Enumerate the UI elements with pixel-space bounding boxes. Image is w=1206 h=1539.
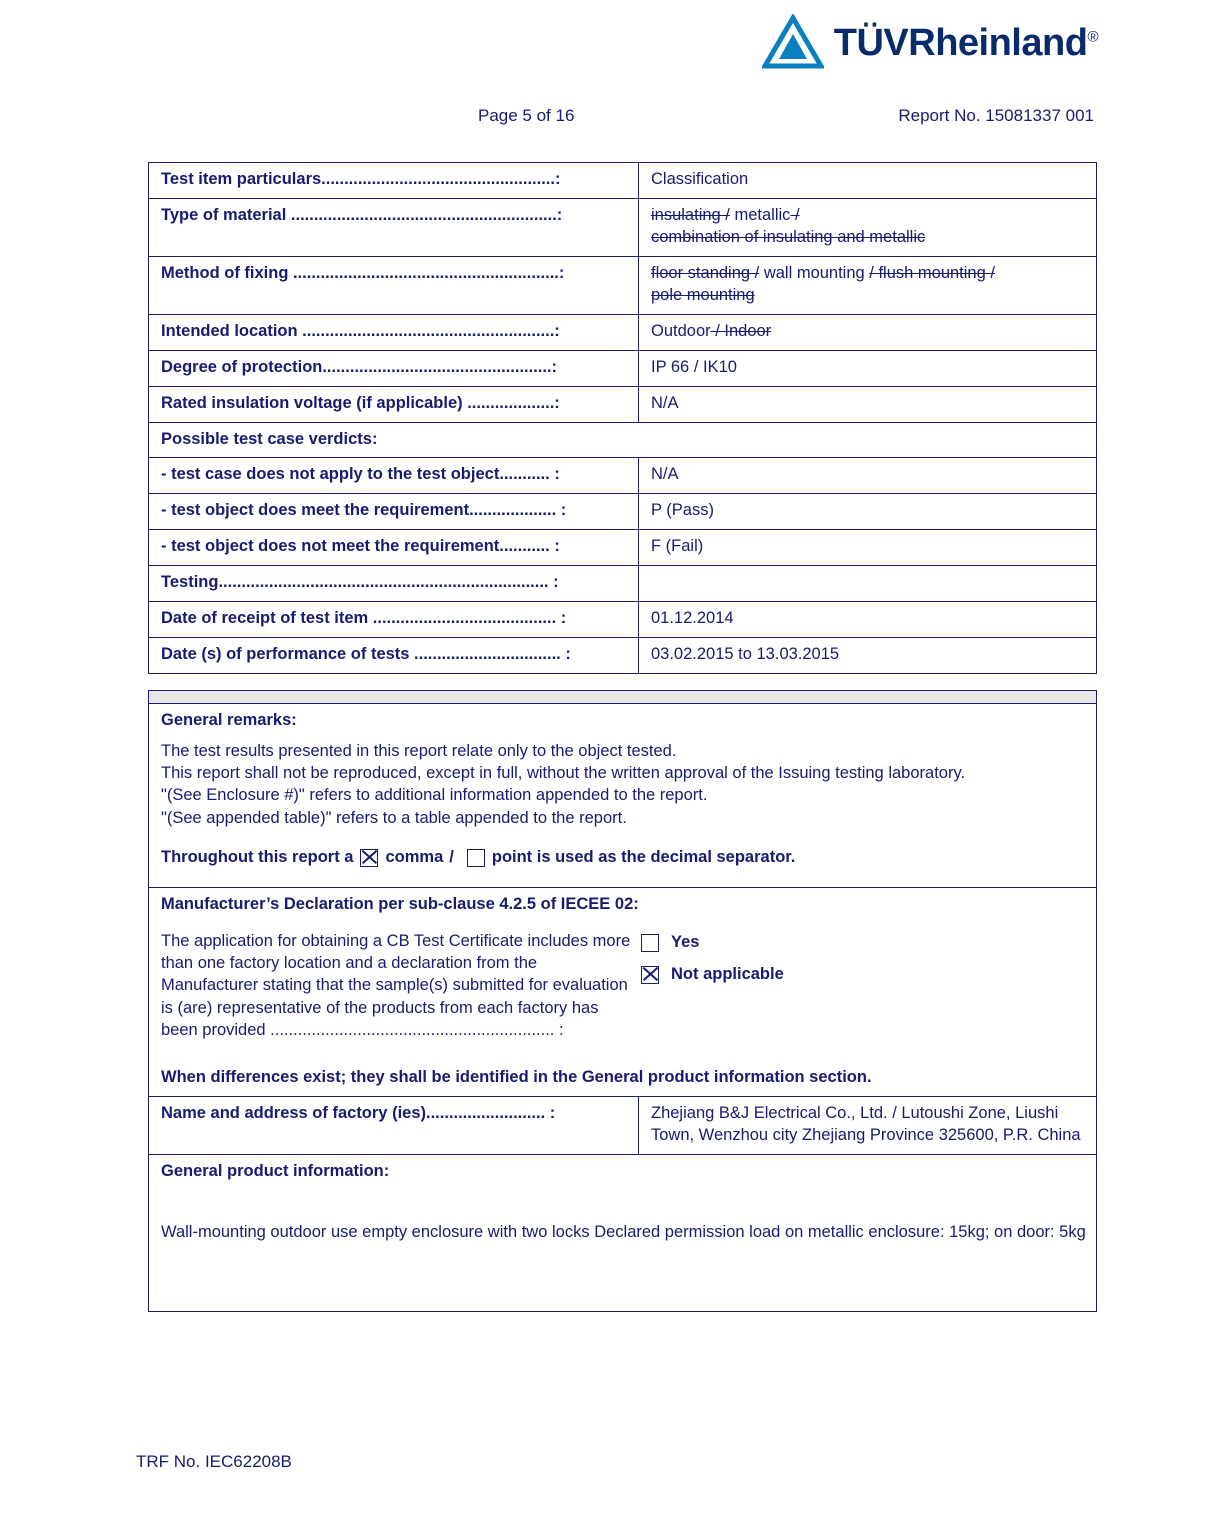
general-remarks-cell (149, 704, 1097, 888)
page-number-label: Page 5 of 16 (478, 106, 575, 125)
tuv-triangle-icon (762, 14, 824, 72)
table-row (149, 1097, 1097, 1155)
factory-line: 325600, P.R. China (938, 1126, 1081, 1145)
value-part-struck: floor standing / (651, 263, 760, 282)
table-row (149, 314, 1097, 350)
row-label: Method of fixing ..........................................................: (149, 256, 639, 314)
yes-label: Yes (671, 932, 700, 951)
row-label: Intended location .......................................................: (149, 314, 639, 350)
tuv-rheinland-logo (762, 14, 1098, 72)
comma-checkbox[interactable] (360, 849, 378, 867)
factory-value (639, 1097, 1097, 1155)
table-row (149, 494, 1097, 530)
factory-line: Liushi Town, Wenzhou city Zhejiang Province (651, 1104, 1059, 1145)
product-info-body (161, 1191, 1086, 1304)
separator-slash: / (449, 848, 454, 866)
registered-mark: ® (1087, 28, 1098, 46)
row-value: 01.12.2014 (639, 602, 1097, 638)
decimal-separator-statement (161, 847, 1086, 869)
table-row (149, 566, 1097, 602)
point-label: point is used as the decimal separator. (491, 848, 796, 866)
footer-trf-number: TRF No. IEC62208B (136, 1452, 292, 1471)
row-label: Rated insulation voltage (if applicable) ...................: (149, 386, 639, 422)
declaration-title-cell (149, 887, 1097, 1096)
remark-line: The test results presented in this report relate only to the object tested. (161, 741, 677, 760)
value-part: metallic (729, 205, 791, 224)
table-row (149, 1155, 1097, 1312)
not-applicable-checkbox[interactable] (641, 966, 659, 984)
section-spacer (149, 691, 1097, 704)
row-value: N/A (639, 458, 1097, 494)
row-value: Classification (639, 163, 1097, 199)
row-label: Date of receipt of test item ........................................ : (149, 602, 639, 638)
spacer-cell (149, 691, 1097, 704)
table-row (149, 422, 1097, 458)
value-line-2: combination of insulating and metallic (651, 227, 926, 246)
row-label: Date (s) of performance of tests ................................ : (149, 638, 639, 674)
row-label: - test case does not apply to the test object........... : (149, 458, 639, 494)
row-value: P (Pass) (639, 494, 1097, 530)
table-row (149, 530, 1097, 566)
remark-line: "(See appended table)" refers to a table appended to the report. (161, 808, 627, 827)
row-value: 03.02.2015 to 13.03.2015 (639, 638, 1097, 674)
point-checkbox[interactable] (467, 849, 485, 867)
table-row (149, 887, 1097, 1096)
yes-checkbox[interactable] (641, 934, 659, 952)
row-label: Degree of protection..................................................: (149, 350, 639, 386)
table-row (149, 638, 1097, 674)
comma-label: comma (385, 848, 444, 866)
row-value: F (Fail) (639, 530, 1097, 566)
declaration-body (161, 930, 1086, 1041)
factory-line: Zhejiang B&J Electrical Co., Ltd. / Lutoushi Zone, (651, 1104, 1011, 1123)
row-value (639, 256, 1097, 314)
row-value (639, 314, 1097, 350)
table-row (149, 163, 1097, 199)
row-value (639, 198, 1097, 256)
declaration-title: Manufacturer’s Declaration per sub-clause 4.2.5 of IECEE 02: (161, 894, 639, 913)
value-part-struck: / flush mounting / (869, 263, 995, 282)
general-remarks-title: General remarks: (161, 711, 297, 729)
row-label: - test object does meet the requirement................... : (149, 494, 639, 530)
product-info-line: Wall-mounting outdoor use empty enclosure with two locks (161, 1222, 590, 1241)
verdicts-heading: Possible test case verdicts: (149, 422, 1097, 458)
row-value: IP 66 / IK10 (639, 350, 1097, 386)
remark-line: This report shall not be reproduced, except in full, without the written approval of the Issuing testing laboratory. (161, 764, 966, 783)
declaration-text: The application for obtaining a CB Test Certificate includes more than one factory location and a declaration from the Manufacturer stating that the sample(s) submitted for evaluation is (are) representative of the products from each factory has been provided .............................................................. : (161, 931, 631, 1039)
factory-label: Name and address of factory (ies).......................... : (149, 1097, 639, 1155)
remark-line: "(See Enclosure #)" refers to additional information appended to the report. (161, 786, 708, 805)
testing-heading-value (639, 566, 1097, 602)
value-part-struck: / (790, 205, 800, 224)
remarks-and-info-table (148, 690, 1097, 1312)
test-item-particulars-table (148, 162, 1097, 674)
table-row (149, 602, 1097, 638)
table-row (149, 256, 1097, 314)
table-row (149, 350, 1097, 386)
report-number-label: Report No. 15081337 001 (898, 106, 1094, 125)
declaration-option-not-applicable[interactable] (641, 964, 784, 986)
row-label: Type of material ..........................................................: (149, 198, 639, 256)
value-part-struck: / Indoor (710, 321, 772, 340)
value-part: Outdoor (651, 321, 711, 340)
logo-wordmark: TÜVRheinland® (833, 22, 1098, 64)
value-part: wall mounting (759, 263, 870, 282)
general-remarks-body (161, 740, 1086, 829)
value-part-struck: insulating / (651, 205, 730, 224)
product-info-line: Declared permission load on metallic enclosure: 15kg; on door: 5kg (594, 1222, 1086, 1241)
page-header (148, 106, 1094, 126)
table-row (149, 198, 1097, 256)
separator-prefix: Throughout this report a (161, 848, 354, 866)
testing-heading: Testing........................................................................ : (149, 566, 639, 602)
row-label: Test item particulars...................................................: (149, 163, 639, 199)
declaration-note: When differences exist; they shall be identified in the General product information section. (161, 1068, 872, 1087)
declaration-options (641, 930, 784, 1041)
row-value: N/A (639, 386, 1097, 422)
product-info-cell (149, 1155, 1097, 1312)
table-row (149, 704, 1097, 888)
not-applicable-label: Not applicable (671, 964, 784, 983)
table-row (149, 458, 1097, 494)
table-row (149, 386, 1097, 422)
declaration-option-yes[interactable] (641, 932, 784, 954)
value-line-2: pole mounting (651, 285, 755, 304)
product-info-title: General product information: (161, 1162, 390, 1181)
row-label: - test object does not meet the requirement........... : (149, 530, 639, 566)
